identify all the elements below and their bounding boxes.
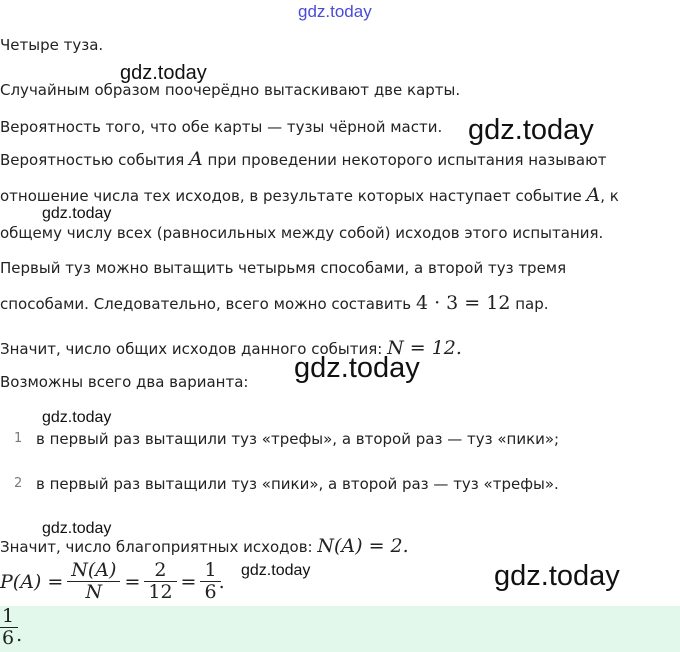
total-formula: N = 12.: [387, 337, 462, 359]
fraction-numerator: 2: [154, 559, 167, 581]
total-text: Значит, число общих исходов данного события:: [0, 340, 383, 358]
answer-fraction: [0, 606, 16, 649]
definition-text: отношение числа тех исходов, в результате которых наступает событие: [0, 187, 582, 205]
variant-item: в первый раз вытащили туз «пики», а второй раз — туз «трефы».: [36, 475, 559, 493]
variant-item: в первый раз вытащили туз «трефы», а второй раз — туз «пики»;: [36, 430, 560, 448]
favorable-formula: N(A) = 2.: [317, 535, 409, 557]
ways-text: способами. Следовательно, всего можно составить: [0, 295, 412, 313]
equation-lhs: P(A): [0, 570, 42, 593]
watermark: gdz.today: [42, 520, 112, 537]
fraction-numerator: 1: [204, 559, 217, 581]
probability-equation: [0, 560, 225, 603]
answer-end: .: [16, 624, 23, 646]
watermark: gdz.today: [42, 409, 112, 426]
watermark: gdz.today: [241, 562, 311, 579]
ways-line: [0, 292, 549, 314]
definition-text: при проведении некоторого испытания называют: [207, 151, 607, 169]
watermark: gdz.today: [494, 560, 620, 592]
variants-intro: Возможны всего два варианта:: [0, 373, 249, 391]
variant-number: 2: [14, 476, 23, 491]
favorable-line: [0, 535, 409, 557]
variant-number: 1: [14, 431, 23, 446]
watermark: gdz.today: [294, 352, 420, 384]
definition-line-3: общему числу всех (равносильных между собой) исходов этого испытания.: [0, 224, 604, 242]
definition-text: Вероятностью события: [0, 151, 185, 169]
definition-text: , к: [600, 187, 619, 205]
watermark: gdz.today: [120, 62, 207, 84]
condition-line: Случайным образом поочерёдно вытаскивают две карты.: [0, 81, 461, 99]
definition-line-2: [0, 184, 619, 206]
first-ace-line: Первый туз можно вытащить четырьмя способами, а второй туз тремя: [0, 259, 567, 277]
equals-sign: =: [47, 570, 64, 593]
event-variable: A: [586, 184, 601, 206]
ways-formula: 4 · 3 = 12: [415, 292, 511, 314]
answer-box: [0, 606, 680, 652]
fraction-denominator: N: [85, 581, 103, 603]
watermark: gdz.today: [468, 114, 594, 146]
definition-line-1: [0, 148, 606, 170]
answer-numerator: 1: [2, 605, 15, 627]
title-line: Четыре туза.: [0, 36, 104, 54]
fraction-n-over-n: [69, 560, 118, 603]
fraction-denominator: 12: [148, 581, 173, 603]
fraction-1-over-6: [202, 560, 218, 603]
watermark: gdz.today: [298, 2, 372, 21]
question-line: Вероятность того, что обе карты — тузы чёрной масти.: [0, 118, 443, 136]
fraction-2-over-12: [146, 560, 174, 603]
equals-sign: =: [180, 570, 197, 593]
equation-end: .: [218, 570, 225, 593]
answer-denominator: 6: [2, 627, 15, 649]
fraction-numerator: N(A): [71, 559, 117, 581]
favorable-text: Значит, число благоприятных исходов:: [0, 538, 313, 556]
fraction-denominator: 6: [204, 581, 217, 603]
ways-suffix: пар.: [515, 295, 549, 313]
watermark: gdz.today: [42, 205, 112, 222]
equals-sign: =: [124, 570, 141, 593]
event-variable: A: [189, 148, 203, 170]
